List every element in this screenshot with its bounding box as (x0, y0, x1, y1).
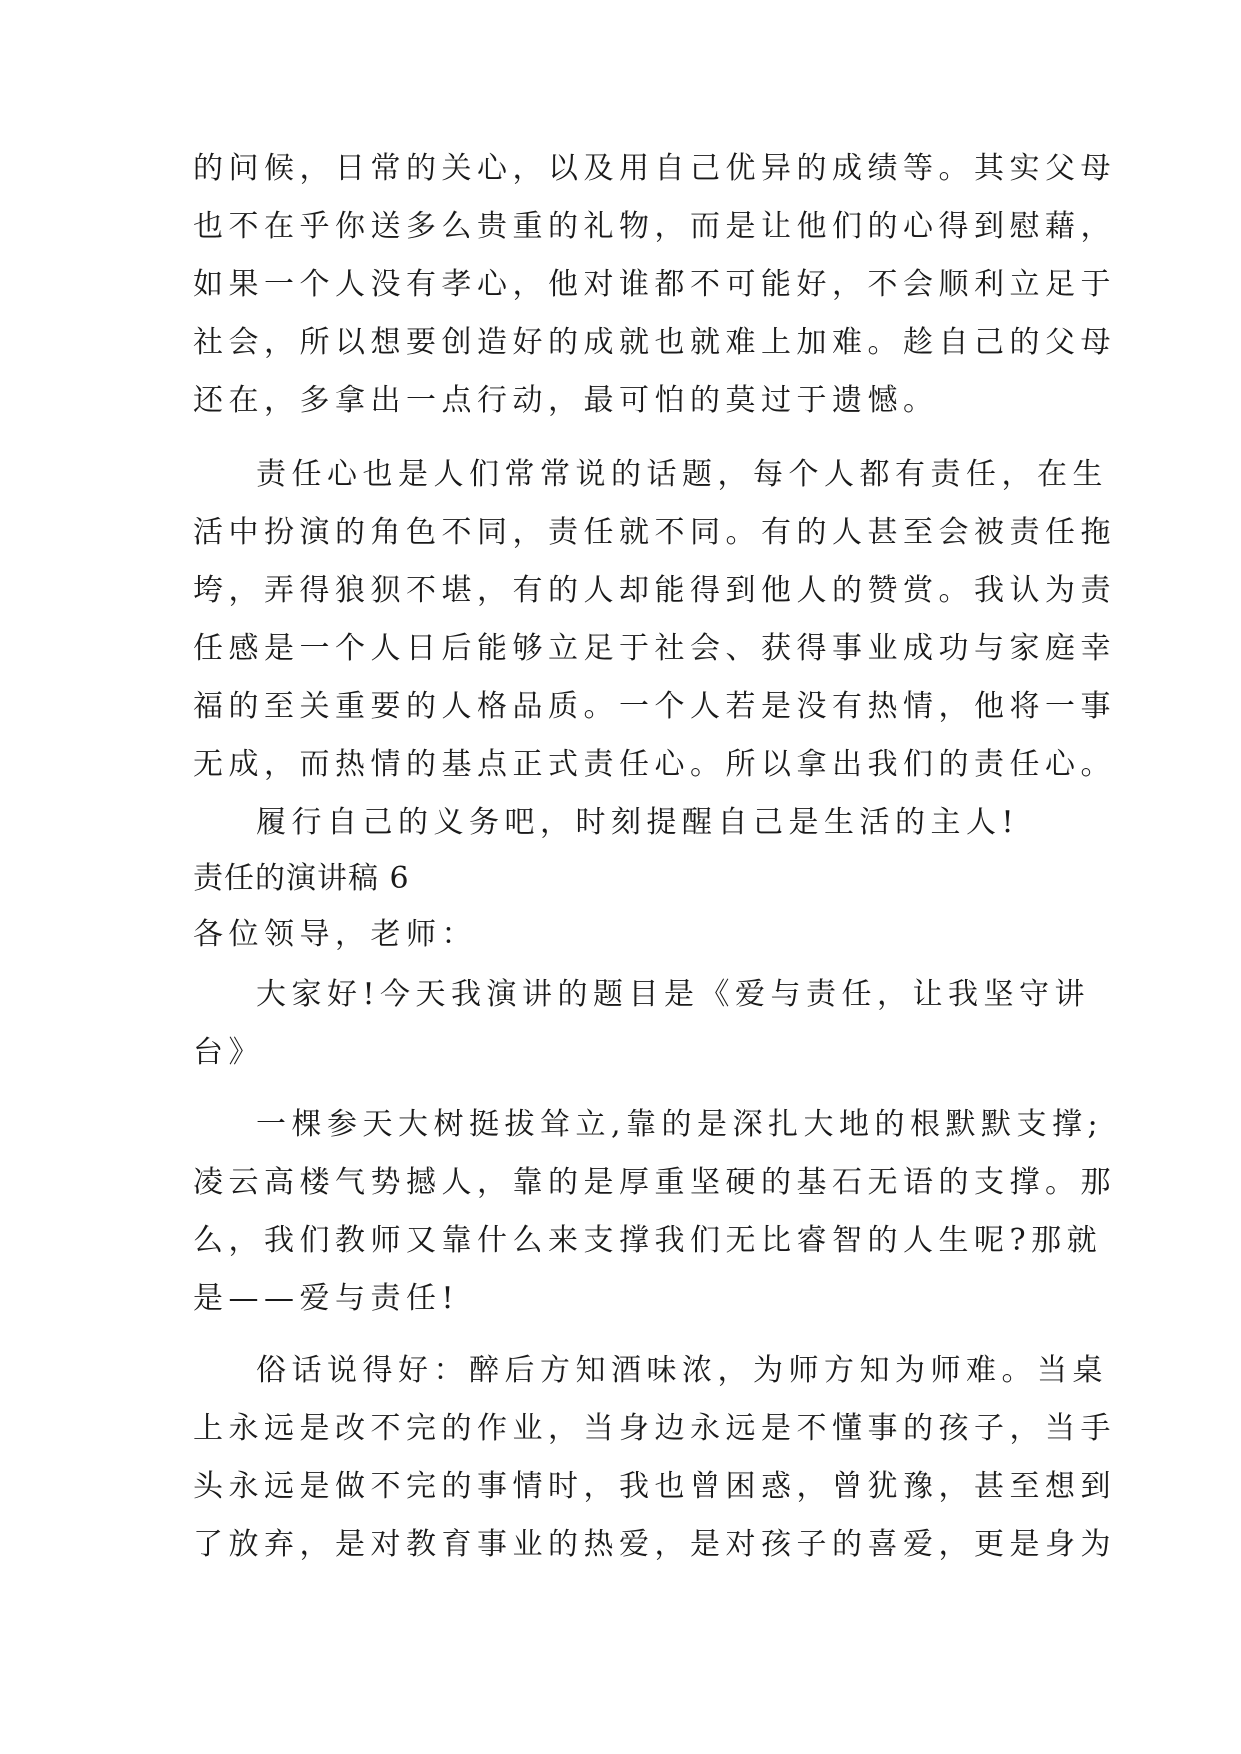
text-line: 是——爱与责任! (193, 1281, 460, 1316)
text-line: 头永远是做不完的事情时，我也曾困惑，曾犹豫，甚至想到 (193, 1469, 1116, 1504)
text-line: 的问候，日常的关心，以及用自己优异的成绩等。其实父母 (193, 151, 1116, 186)
text-line: 垮，弄得狼狈不堪，有的人却能得到他人的赞赏。我认为责 (193, 573, 1116, 608)
text-line: 履行自己的义务吧，时刻提醒自己是生活的主人! (256, 805, 1020, 840)
text-line: 也不在乎你送多么贵重的礼物，而是让他们的心得到慰藉， (193, 209, 1116, 244)
text-line: 如果一个人没有孝心，他对谁都不可能好，不会顺利立足于 (193, 267, 1116, 302)
text-line: 么，我们教师又靠什么来支撑我们无比睿智的人生呢?那就 (193, 1223, 1103, 1258)
text-line: 一棵参天大树挺拔耸立,靠的是深扎大地的根默默支撑; (256, 1107, 1104, 1142)
text-line: 大家好!今天我演讲的题目是《爱与责任，让我坚守讲 (256, 977, 1091, 1012)
text-line: 了放弃，是对教育事业的热爱，是对孩子的喜爱，更是身为 (193, 1527, 1116, 1562)
text-line: 凌云高楼气势撼人，靠的是厚重坚硬的基石无语的支撑。那 (193, 1165, 1116, 1200)
text-line: 活中扮演的角色不同，责任就不同。有的人甚至会被责任拖 (193, 515, 1116, 550)
text-line: 无成，而热情的基点正式责任心。所以拿出我们的责任心。 (193, 747, 1116, 782)
salutation: 各位领导，老师： (193, 917, 477, 952)
text-line: 社会，所以想要创造好的成就也就难上加难。趁自己的父母 (193, 325, 1116, 360)
text-line: 福的至关重要的人格品质。一个人若是没有热情，他将一事 (193, 689, 1116, 724)
text-line: 责任心也是人们常常说的话题，每个人都有责任，在生 (256, 457, 1108, 492)
text-line: 任感是一个人日后能够立足于社会、获得事业成功与家庭幸 (193, 631, 1116, 666)
text-line: 上永远是改不完的作业，当身边永远是不懂事的孩子，当手 (193, 1411, 1116, 1446)
text-line: 还在，多拿出一点行动，最可怕的莫过于遗憾。 (193, 383, 939, 418)
text-line: 台》 (193, 1035, 264, 1070)
section-title: 责任的演讲稿 6 (193, 861, 410, 896)
text-line: 俗话说得好：醉后方知酒味浓，为师方知为师难。当桌 (256, 1353, 1108, 1388)
